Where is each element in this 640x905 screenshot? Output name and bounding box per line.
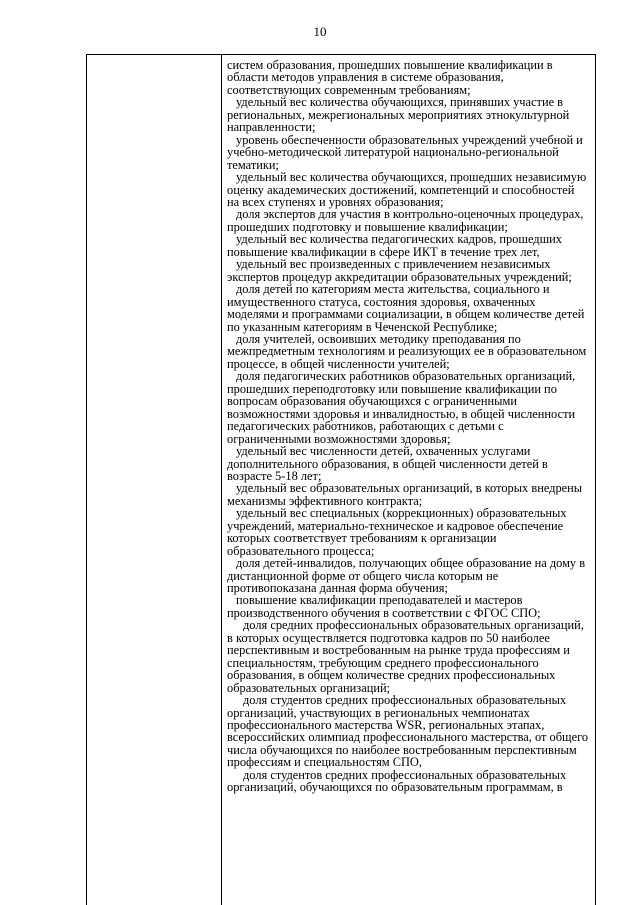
table-left-column xyxy=(87,55,222,905)
paragraph-14: доля детей-инвалидов, получающих общее образование на дому в дистанционной форме от общего числа которым не противопоказана данная форма обучения; xyxy=(227,556,586,596)
paragraph-6: удельный вес количества педагогических кадров, прошедших повышение квалификации в сфере ИКТ в течение трех лет, xyxy=(227,232,562,259)
paragraph-12: удельный вес образовательных организаций, в которых внедрены механизмы эффективного контракта; xyxy=(227,481,583,508)
paragraph-9: доля учителей, освоивших методику преподавания по межпредметным технологиям и реализующих ее в образовательном процессе, в общей численности учителей; xyxy=(227,331,587,371)
paragraph-15: повышение квалификации преподавателей и мастеров производственного обучения в соответствии с ФГОС СПО; xyxy=(227,593,541,620)
document-table xyxy=(86,54,596,905)
paragraph-13: удельный вес специальных (коррекционных) образовательных учреждений, материально-техническое и кадровое обеспечение которых соответствует требованиям к организации образовательного процесса; xyxy=(227,506,567,558)
paragraph-16: доля средних профессиональных образовательных организаций, в которых осуществляется подготовка кадров по 50 наиболее перспективным и востребованным на рынке труда профессиям и специальностям, требующим среднего профессионального образования, в общем количестве средних профессиональных образовательных организаций; xyxy=(227,618,584,695)
paragraph-17: доля студентов средних профессиональных образовательных организаций, участвующих в региональных чемпионатах профессионального мастерства WSR, региональных этапах, всероссийских олимпиад профессионального мастерства, от общего числа обучающихся по наиболее востребованным перспективным профессиям и специальностям СПО, xyxy=(227,693,589,770)
paragraph-10: доля педагогических работников образовательных организаций, прошедших переподготовку или повышение квалификации по вопросам образования обучающихся с ограниченными возможностями здоровья и инвалидностью, в общей численности педагогических работников, работающих с детьми с ограниченными возможностями здоровья; xyxy=(227,369,576,446)
paragraph-2: удельный вес количества обучающихся, принявших участие в региональных, межрегиональных мероприятиях этнокультурной направленности; xyxy=(227,95,570,135)
paragraph-1: систем образования, прошедших повышение квалификации в области методов управления в системе образования, соответствующих современным требованиям; xyxy=(227,58,553,97)
paragraph-18: доля студентов средних профессиональных образовательных организаций, обучающихся по образовательным программам, в xyxy=(227,767,567,795)
table-right-column xyxy=(222,55,595,905)
paragraph-5: доля экспертов для участия в контрольно-оценочных процедурах, прошедших подготовку и повышение квалификации; xyxy=(227,207,584,234)
paragraph-11: удельный вес численности детей, охваченных услугами дополнительного образования, в общей численности детей в возрасте 5-18 лет; xyxy=(227,444,548,483)
page-number: 10 xyxy=(313,24,327,39)
paragraph-4: удельный вес количества обучающихся, прошедших независимую оценку академических достижений, компетенций и способностей на всех ступенях и уровнях образования; xyxy=(227,170,587,209)
paragraph-7: удельный вес произведенных с привлечением независимых экспертов процедур аккредитации образовательных учреждений; xyxy=(227,257,572,284)
paragraph-3: уровень обеспеченности образовательных учреждений учебной и учебно-методической литературой национально-региональной тематики; xyxy=(227,132,583,172)
paragraph-8: доля детей по категориям места жительства, социального и имущественного статуса, состояния здоровья, охваченных моделями и программами социализации, в общем количестве детей по указанным категориям в Чеченской Республике; xyxy=(227,282,585,334)
